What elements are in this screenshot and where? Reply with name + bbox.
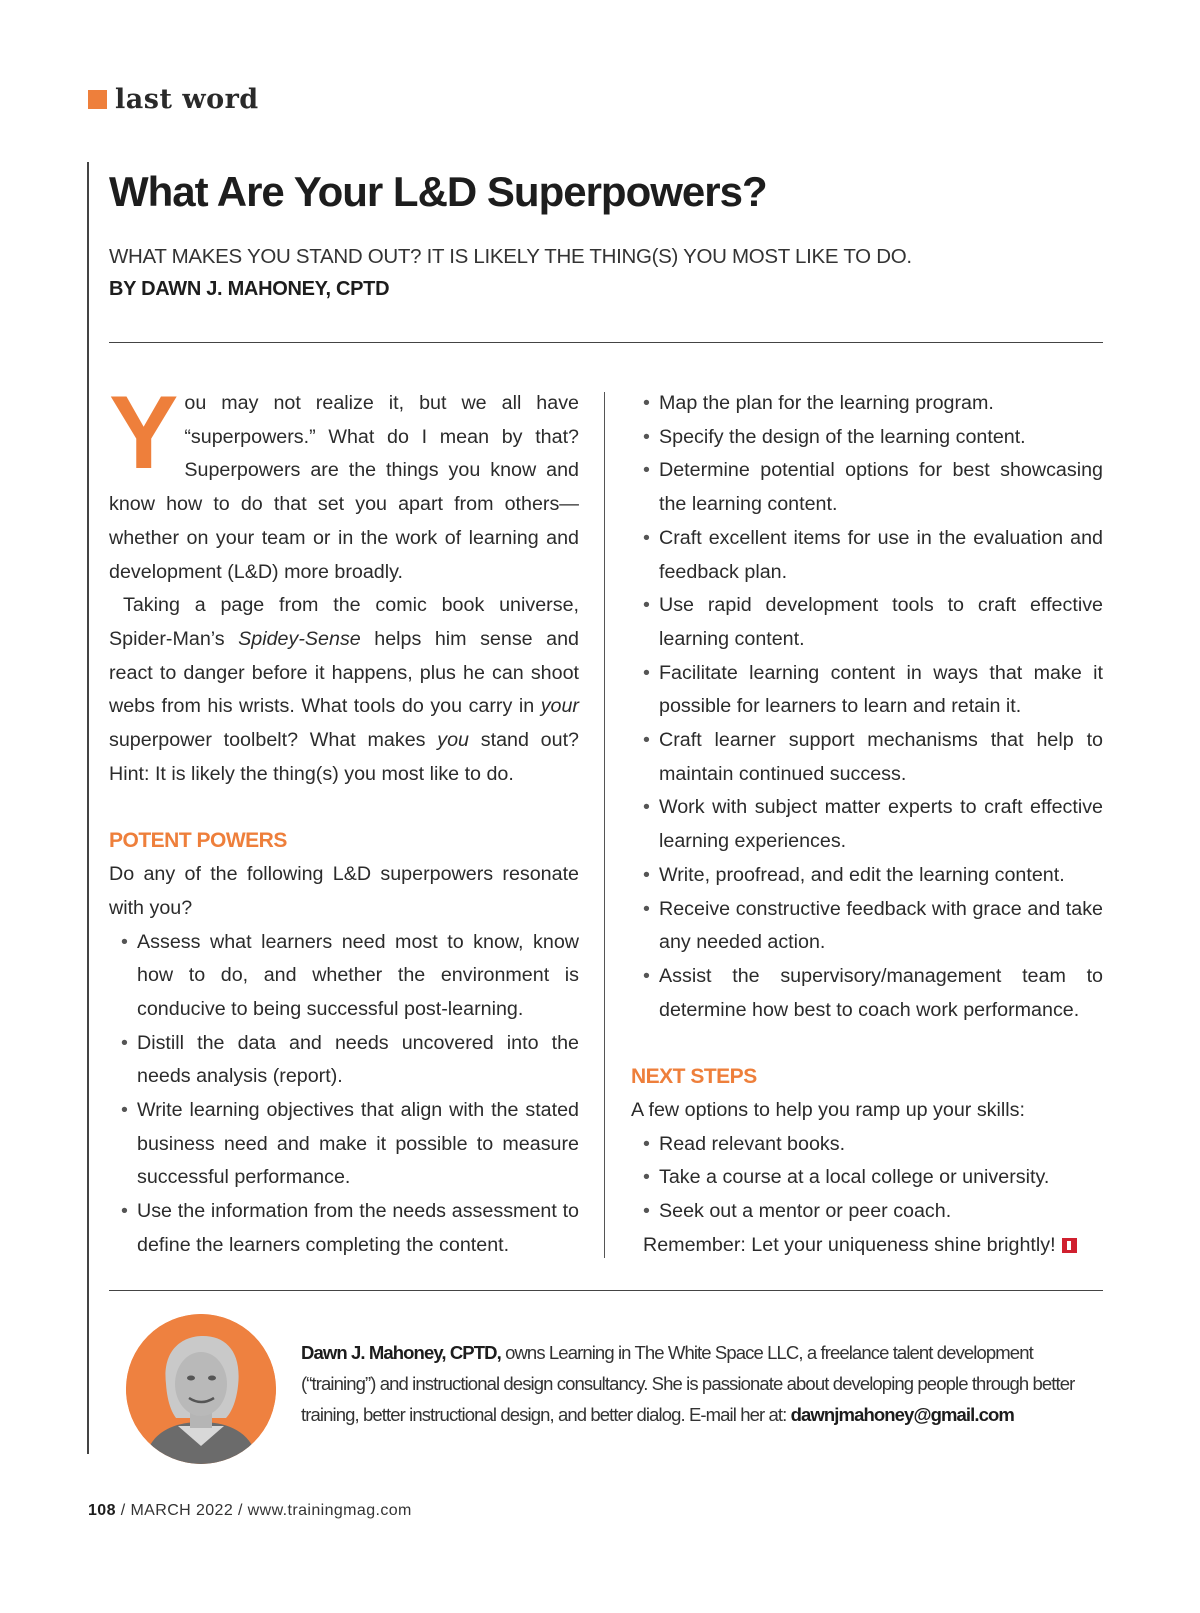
list-item: • Craft excellent items for use in the evaluation and feedback plan.	[631, 522, 1103, 589]
list-item: • Use rapid development tools to craft effective learning content.	[631, 589, 1103, 656]
list-item: • Read relevant books.	[631, 1128, 1103, 1162]
p2-text-c: superpower toolbelt? What makes	[109, 729, 438, 752]
top-horizontal-rule	[109, 342, 1103, 343]
left-column	[109, 375, 580, 1263]
section-tag-label: last word	[115, 84, 259, 115]
author-email[interactable]: dawnjmahoney@gmail.com	[790, 1404, 1014, 1425]
drop-cap: Y	[109, 375, 179, 491]
intro-paragraph-2	[109, 589, 579, 791]
list-item: • Take a course at a local college or university.	[631, 1161, 1103, 1195]
author-bio-name: Dawn J. Mahoney, CPTD,	[301, 1342, 501, 1363]
list-item: • Write, proofread, and edit the learning content.	[631, 859, 1103, 893]
section-tag	[88, 84, 259, 115]
list-item: • Receive constructive feedback with grace and take any needed action.	[631, 893, 1103, 960]
potent-powers-heading: POTENT POWERS	[109, 829, 287, 853]
section-tag-square	[88, 90, 107, 109]
intro-paragraph-1-text: ou may not realize it, but we all have “superpowers.” What do I mean by that? Superpowers are the things you know and know how to do that set you apart from others—whether on your team or in the work of learning and development (L&D) more broadly.	[109, 392, 579, 583]
author-photo	[126, 1314, 276, 1464]
author-bio	[301, 1337, 1091, 1430]
p2-italic-your: your	[540, 695, 579, 718]
list-item: • Map the plan for the learning program.	[631, 387, 1103, 421]
article-deck: WHAT MAKES YOU STAND OUT? IT IS LIKELY THE THING(S) YOU MOST LIKE TO DO.	[109, 245, 912, 268]
next-steps-list	[631, 1128, 1103, 1229]
page-number: 108	[88, 1502, 116, 1519]
list-item: • Work with subject matter experts to craft effective learning experiences.	[631, 791, 1103, 858]
p2-italic-spidey-sense: Spidey-Sense	[238, 627, 361, 650]
list-item: • Write learning objectives that align with the stated business need and make it possible to measure successful performance.	[109, 1094, 579, 1195]
bottom-horizontal-rule	[109, 1290, 1103, 1291]
p2-text-a: Taking a page from the comic book universe, Spider-Man’s	[109, 594, 579, 650]
author-bio-text: owns Learning in The White Space LLC, a freelance talent development (“training”) and instructional design consultancy. She is passionate about developing people through better training, better instructional design, and better dialog. E-mail her at:	[301, 1342, 1075, 1425]
list-item: • Seek out a mentor or peer coach.	[631, 1195, 1103, 1229]
p2-italic-you: you	[437, 729, 470, 752]
list-item: • Distill the data and needs uncovered into the needs analysis (report).	[109, 1027, 579, 1094]
list-item: • Assist the supervisory/management team to determine how best to coach work performance.	[631, 960, 1103, 1027]
next-steps-intro: A few options to help you ramp up your skills:	[631, 1099, 1025, 1122]
potent-powers-list-left	[109, 926, 579, 1263]
author-portrait-icon	[126, 1314, 276, 1464]
article-headline: What Are Your L&D Superpowers?	[109, 168, 767, 215]
end-mark-icon	[1062, 1238, 1077, 1253]
closing-line	[631, 1229, 1103, 1263]
list-item: • Specify the design of the learning content.	[631, 421, 1103, 455]
page-folio	[88, 1502, 412, 1520]
list-item: • Assess what learners need most to know, know how to do, and whether the environment is conducive to being successful post-learning.	[109, 926, 579, 1027]
closing-text: Remember: Let your uniqueness shine brightly!	[643, 1233, 1056, 1256]
potent-powers-intro: Do any of the following L&D superpowers resonate with you?	[109, 863, 579, 919]
list-item: • Craft learner support mechanisms that help to maintain continued success.	[631, 724, 1103, 791]
p2-text-d: stand out? Hint: It is likely the thing(s) you most like to do.	[109, 729, 580, 785]
next-steps-heading: NEXT STEPS	[631, 1065, 757, 1089]
left-vertical-rule	[87, 162, 89, 1454]
list-item: • Determine potential options for best showcasing the learning content.	[631, 454, 1103, 521]
list-item: • Facilitate learning content in ways that make it possible for learners to learn and retain it.	[631, 657, 1103, 724]
list-item: • Use the information from the needs assessment to define the learners completing the content.	[109, 1195, 579, 1262]
intro-paragraph-1	[109, 375, 579, 589]
article-byline: BY DAWN J. MAHONEY, CPTD	[109, 278, 390, 300]
potent-powers-list-right	[631, 387, 1103, 1027]
column-divider	[604, 392, 605, 1258]
folio-text: / MARCH 2022 / www.trainingmag.com	[115, 1502, 412, 1519]
right-column	[631, 387, 1103, 1263]
p2-text-b: helps him sense and react to danger before it happens, plus he can shoot webs from his wrists. What tools do you carry in	[109, 627, 579, 718]
